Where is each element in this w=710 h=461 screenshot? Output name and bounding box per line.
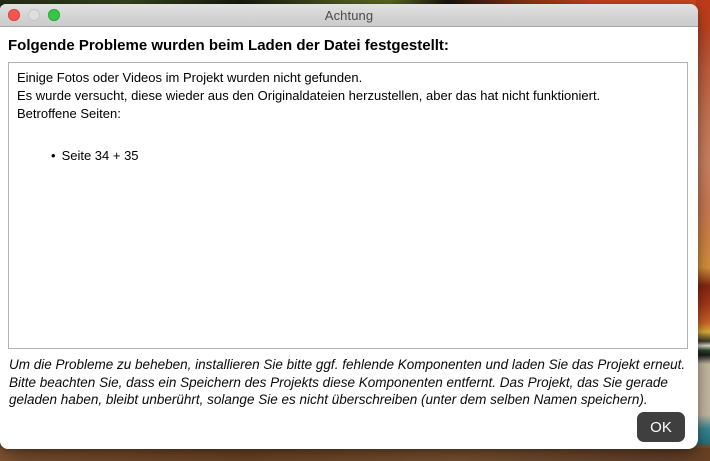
traffic-lights	[8, 4, 60, 26]
desktop-background-right	[696, 0, 710, 461]
problem-line: Es wurde versucht, diese wieder aus den Originaldateien herzustellen, aber das hat nicht funktioniert.	[17, 88, 601, 103]
affected-page-label: Seite 34 + 35	[61, 148, 139, 163]
problem-list-box[interactable]	[8, 62, 688, 349]
window-title: Achtung	[324, 7, 374, 23]
problem-line: Einige Fotos oder Videos im Projekt wurden nicht gefunden.	[17, 70, 363, 85]
zoom-window-icon[interactable]	[48, 9, 60, 21]
warning-dialog	[0, 4, 698, 449]
title-bar[interactable]	[0, 4, 698, 27]
problem-line: Betroffene Seiten:	[17, 106, 121, 121]
minimize-window-icon	[28, 9, 40, 21]
affected-page-item	[51, 147, 679, 165]
bullet-icon: •	[51, 148, 56, 163]
dialog-heading: Folgende Probleme wurden beim Laden der Datei festgestellt:	[8, 37, 449, 54]
footer-note: Um die Probleme zu beheben, installieren Sie bitte ggf. fehlende Komponenten und laden Sie das Projekt erneut. Bitte beachten Sie, dass ein Speichern des Projekts diese Komponenten entfernt. Das Projekt, das Sie gerade geladen haben, bleibt unberührt, solange Sie es nicht überschreiben (unter dem selben Namen speichern).	[9, 357, 686, 407]
desktop-background-bottom	[0, 448, 710, 461]
ok-button[interactable]: OK	[637, 412, 685, 442]
close-window-icon[interactable]	[8, 9, 20, 21]
